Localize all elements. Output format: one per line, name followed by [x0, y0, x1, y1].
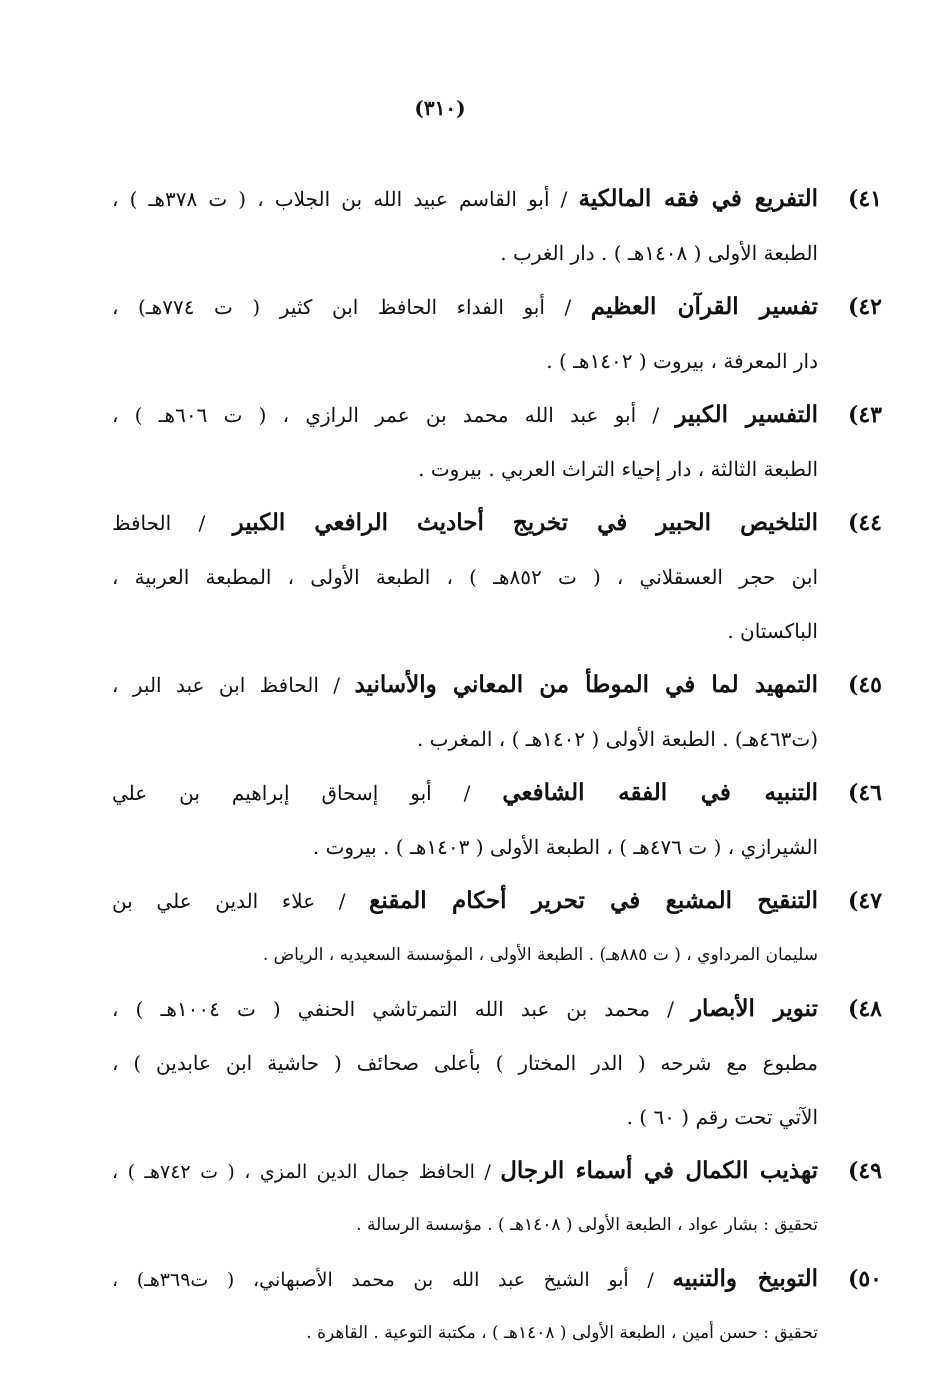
entry-author: / محمد بن عبد الله التمرتاشي الحنفي ( ت ١٠٠٤هـ ) ،	[112, 997, 691, 1021]
entry-author: / الحافظ ابن عبد البر ،	[112, 673, 355, 697]
entry-number: ٤٩)	[847, 1158, 882, 1184]
entry-first-line	[112, 658, 818, 712]
entry-author: / علاء الدين علي بن	[112, 889, 370, 913]
entry-author: / أبو عبد الله محمد بن عمر الرازي ، ( ت ٦٠٦هـ ) ،	[112, 403, 676, 427]
entry-line: الطبعة الأولى ( ١٤٠٨هـ ) . دار الغرب .	[500, 241, 818, 265]
entry-title: التمهيد لما في الموطأ من المعاني والأسانيد	[354, 671, 818, 698]
entry-first-line	[112, 1252, 818, 1306]
entry-title: التنبيه في الفقه الشافعي	[502, 779, 818, 806]
entry-line: سليمان المرداوي ، ( ت ٨٨٥هـ) . الطبعة الأولى ، المؤسسة السعيديه ، الرياض .	[262, 945, 818, 965]
entry-number: ٥٠)	[847, 1266, 882, 1292]
entry-number: ٤٣)	[847, 402, 882, 428]
entry-line: تحقيق : بشار عواد ، الطبعة الأولى ( ١٤٠٨هـ ) . مؤسسة الرسالة .	[356, 1215, 818, 1235]
bibliography-entry	[112, 982, 882, 1144]
entry-title: تهذيب الكمال في أسماء الرجال	[500, 1157, 818, 1184]
entry-first-line	[112, 766, 818, 820]
entry-author: / أبو الفداء الحافظ ابن كثير ( ت ٧٧٤هـ) ،	[112, 295, 591, 319]
entry-line: (ت٤٦٣هـ) . الطبعة الأولى ( ١٤٠٢هـ ) ، المغرب .	[416, 727, 818, 751]
entry-line: الباكستان .	[727, 619, 818, 643]
entry-first-line	[112, 1144, 818, 1198]
bibliography-entry	[112, 658, 882, 766]
entry-title: التوبيخ والتنبيه	[672, 1265, 818, 1292]
entry-first-line	[112, 388, 818, 442]
entry-number: ٤٧)	[847, 888, 882, 914]
page-number: (٣١٠)	[414, 96, 466, 120]
entry-title: تفسير القرآن العظيم	[590, 293, 818, 320]
entry-number: ٤١)	[847, 186, 882, 212]
entry-number: ٤٥)	[847, 672, 882, 698]
entry-line: الطبعة الثالثة ، دار إحياء التراث العربي . بيروت .	[418, 457, 818, 481]
entry-line: دار المعرفة ، بيروت ( ١٤٠٢هـ ) .	[546, 349, 818, 373]
entry-author: / الحافظ	[112, 511, 233, 535]
entry-line: الآتي تحت رقم ( ٦٠ ) .	[626, 1105, 818, 1129]
bibliography-entry	[112, 1144, 882, 1252]
bibliography-entry	[112, 280, 882, 388]
entry-line: الشيرازي ، ( ت ٤٧٦هـ ) ، الطبعة الأولى ( ١٤٠٣هـ ) . بيروت .	[312, 835, 818, 859]
entry-title: التفريع في فقه المالكية	[578, 185, 818, 212]
bibliography-list	[112, 172, 882, 1360]
bibliography-entry	[112, 1252, 882, 1360]
entry-number: ٤٨)	[847, 996, 882, 1022]
entry-title: التنقيح المشبع في تحرير أحكام المقنع	[369, 887, 818, 914]
entry-title: تنوير الأبصار	[690, 995, 818, 1022]
entry-author: / أبو إسحاق إبراهيم بن علي	[112, 781, 503, 805]
entry-number: ٤٦)	[847, 780, 882, 806]
entry-number: ٤٤)	[847, 510, 882, 536]
entry-first-line	[112, 874, 818, 928]
entry-first-line	[112, 172, 818, 226]
bibliography-entry	[112, 766, 882, 874]
entry-first-line	[112, 982, 818, 1036]
entry-first-line	[112, 280, 818, 334]
entry-line: تحقيق : حسن أمين ، الطبعة الأولى ( ١٤٠٨هـ ) ، مكتبة التوعية . القاهرة .	[306, 1323, 818, 1343]
entry-author: / أبو الشيخ عبد الله بن محمد الأصبهاني، ( ت٣٦٩هـ) ،	[112, 1269, 673, 1291]
entry-line: ابن حجر العسقلاني ، ( ت ٨٥٢هـ ) ، الطبعة الأولى ، المطبعة العربية ،	[112, 565, 818, 589]
bibliography-entry	[112, 388, 882, 496]
entry-author: / أبو القاسم عبيد الله بن الجلاب ، ( ت ٣٧٨هـ ) ،	[112, 187, 579, 211]
entry-title: التفسير الكبير	[675, 401, 818, 428]
entry-author: / الحافظ جمال الدين المزي ، ( ت ٧٤٢هـ ) ،	[112, 1161, 501, 1183]
entry-first-line	[112, 496, 818, 550]
entry-title: التلخيص الحبير في تخريج أحاديث الرافعي الكبير	[232, 509, 818, 536]
bibliography-entry	[112, 172, 882, 280]
bibliography-entry	[112, 874, 882, 982]
bibliography-entry	[112, 496, 882, 658]
entry-line: مطبوع مع شرحه ( الدر المختار ) بأعلى صحائف ( حاشية ابن عابدين ) ،	[112, 1051, 818, 1075]
entry-number: ٤٢)	[847, 294, 882, 320]
